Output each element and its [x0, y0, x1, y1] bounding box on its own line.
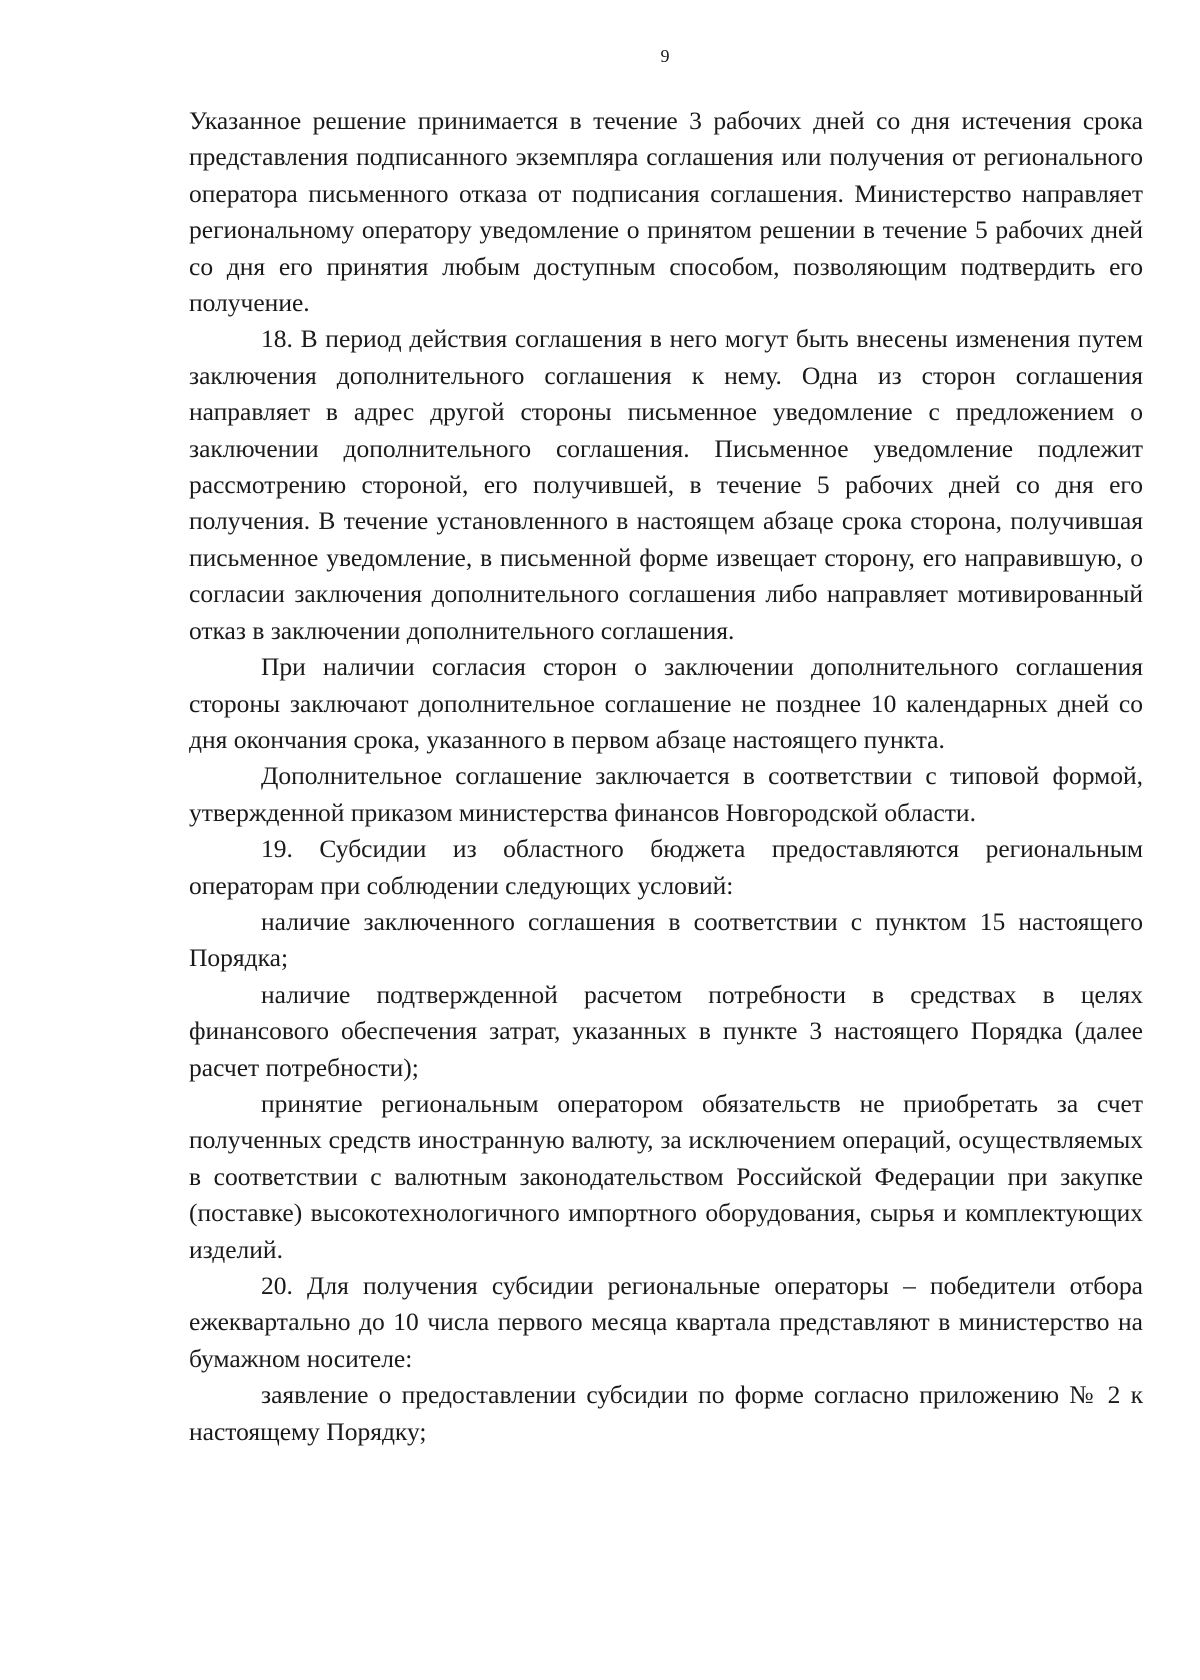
page-number: 9 — [660, 46, 670, 66]
paragraph-agreement-consent: При наличии согласия сторон о заключении дополнительного соглашения стороны заключают дополнительное соглашение не позднее 10 календарных дней со дня окончания срока, указанного в первом абзаце настоящего пункта. — [189, 652, 1143, 754]
paragraph-item-18: 18. В период действия соглашения в него могут быть внесены изменения путем заключения дополнительного соглашения к нему. Одна из сторон соглашения направляет в адрес другой стороны письменное уведомление с предложением о заключении дополнительного соглашения. Письменное уведомление подлежит рассмотрению стороной, его получившей, в течение 5 рабочих дней со дня его получения. В течение установленного в настоящем абзаце срока сторона, получившая письменное уведомление, в письменной форме извещает сторону, его направившую, о согласии заключения дополнительного соглашения либо направляет мотивированный отказ в заключении дополнительного соглашения. — [189, 324, 1143, 645]
paragraph-typical-form: Дополнительное соглашение заключается в соответствии с типовой формой, утвержденной приказом министерства финансов Новгородской области. — [189, 761, 1143, 827]
paragraph-item-19: 19. Субсидии из областного бюджета предоставляются региональным операторам при соблюдении следующих условий: — [189, 834, 1143, 900]
paragraph-condition-calculation: наличие подтвержденной расчетом потребности в средствах в целях финансового обеспечения затрат, указанных в пункте 3 настоящего Порядка (далее расчет потребности); — [189, 979, 1143, 1082]
paragraph-decision-term: Указанное решение принимается в течение 3 рабочих дней со дня истечения срока представления подписанного экземпляра соглашения или получения от регионального оператора письменного отказа от подписания соглашения. Министерство направляет региональному оператору уведомление о принятом решении в течение 5 рабочих дней со дня его принятия любым доступным способом, позволяющим подтвердить его получение. — [189, 106, 1143, 318]
document-body — [189, 103, 1143, 1450]
paragraph-application: заявление о предоставлении субсидии по форме согласно приложению № 2 к настоящему Порядку; — [189, 1380, 1143, 1446]
paragraph-condition-currency: принятие региональным оператором обязательств не приобретать за счет полученных средств иностранную валюту, за исключением операций, осуществляемых в соответствии с валютным законодательством Российской Федерации при закупке (поставке) высокотехнологичного импортного оборудования, сырья и комплектующих изделий. — [189, 1088, 1143, 1264]
paragraph-condition-agreement: наличие заключенного соглашения в соответствии с пунктом 15 настоящего Порядка; — [189, 906, 1143, 973]
paragraph-item-20: 20. Для получения субсидии региональные операторы – победители отбора ежеквартально до 10 числа первого месяца квартала представляют в министерство на бумажном носителе: — [189, 1271, 1143, 1373]
